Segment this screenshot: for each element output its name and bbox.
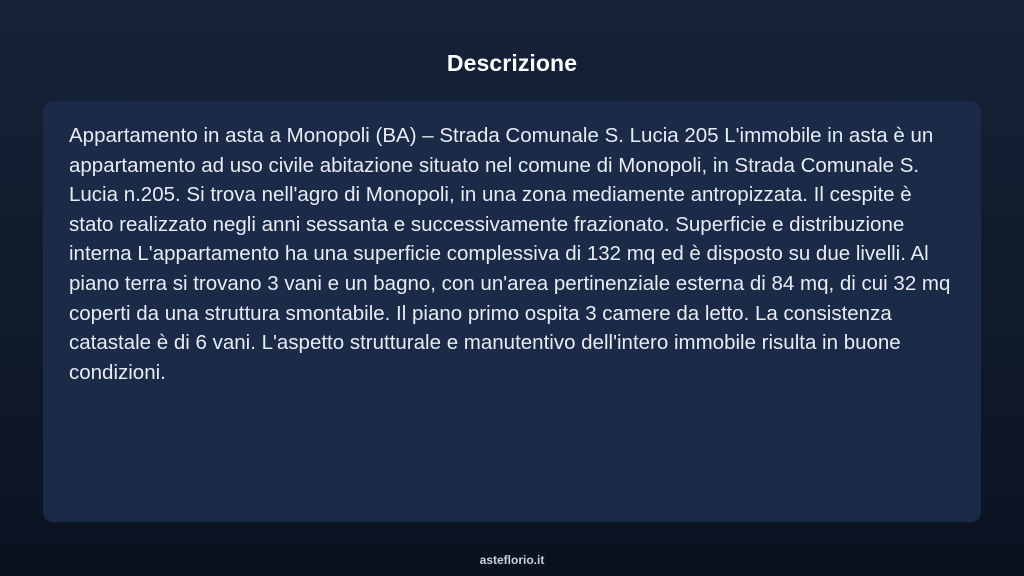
footer-bar	[0, 544, 1024, 576]
page-title: Descrizione	[446, 50, 578, 76]
description-text: Appartamento in asta a Monopoli (BA) – Strada Comunale S. Lucia 205 L'immobile in asta è un appartamento ad uso civile abitazione situato nel comune di Monopoli, in Strada Comunale S. Lucia n.205. Si trova nell'agro di Monopoli, in una zona mediamente antropizzata. Il cespite è stato realizzato negli anni sessanta e successivamente frazionato. Superficie e distribuzione interna L'appartamento ha una superficie complessiva di 132 mq ed è disposto su due livelli. Al piano terra si trovano 3 vani e un bagno, con un'area pertinenziale esterna di 84 mq, di cui 32 mq coperti da una struttura smontabile. Il piano primo ospita 3 camere da letto. La consistenza catastale è di 6 vani. L'aspetto strutturale e manutentivo dell'intero immobile risulta in buone condizioni.	[69, 124, 951, 384]
footer-site-name: asteflorio.it	[479, 553, 545, 567]
description-card	[43, 101, 981, 522]
